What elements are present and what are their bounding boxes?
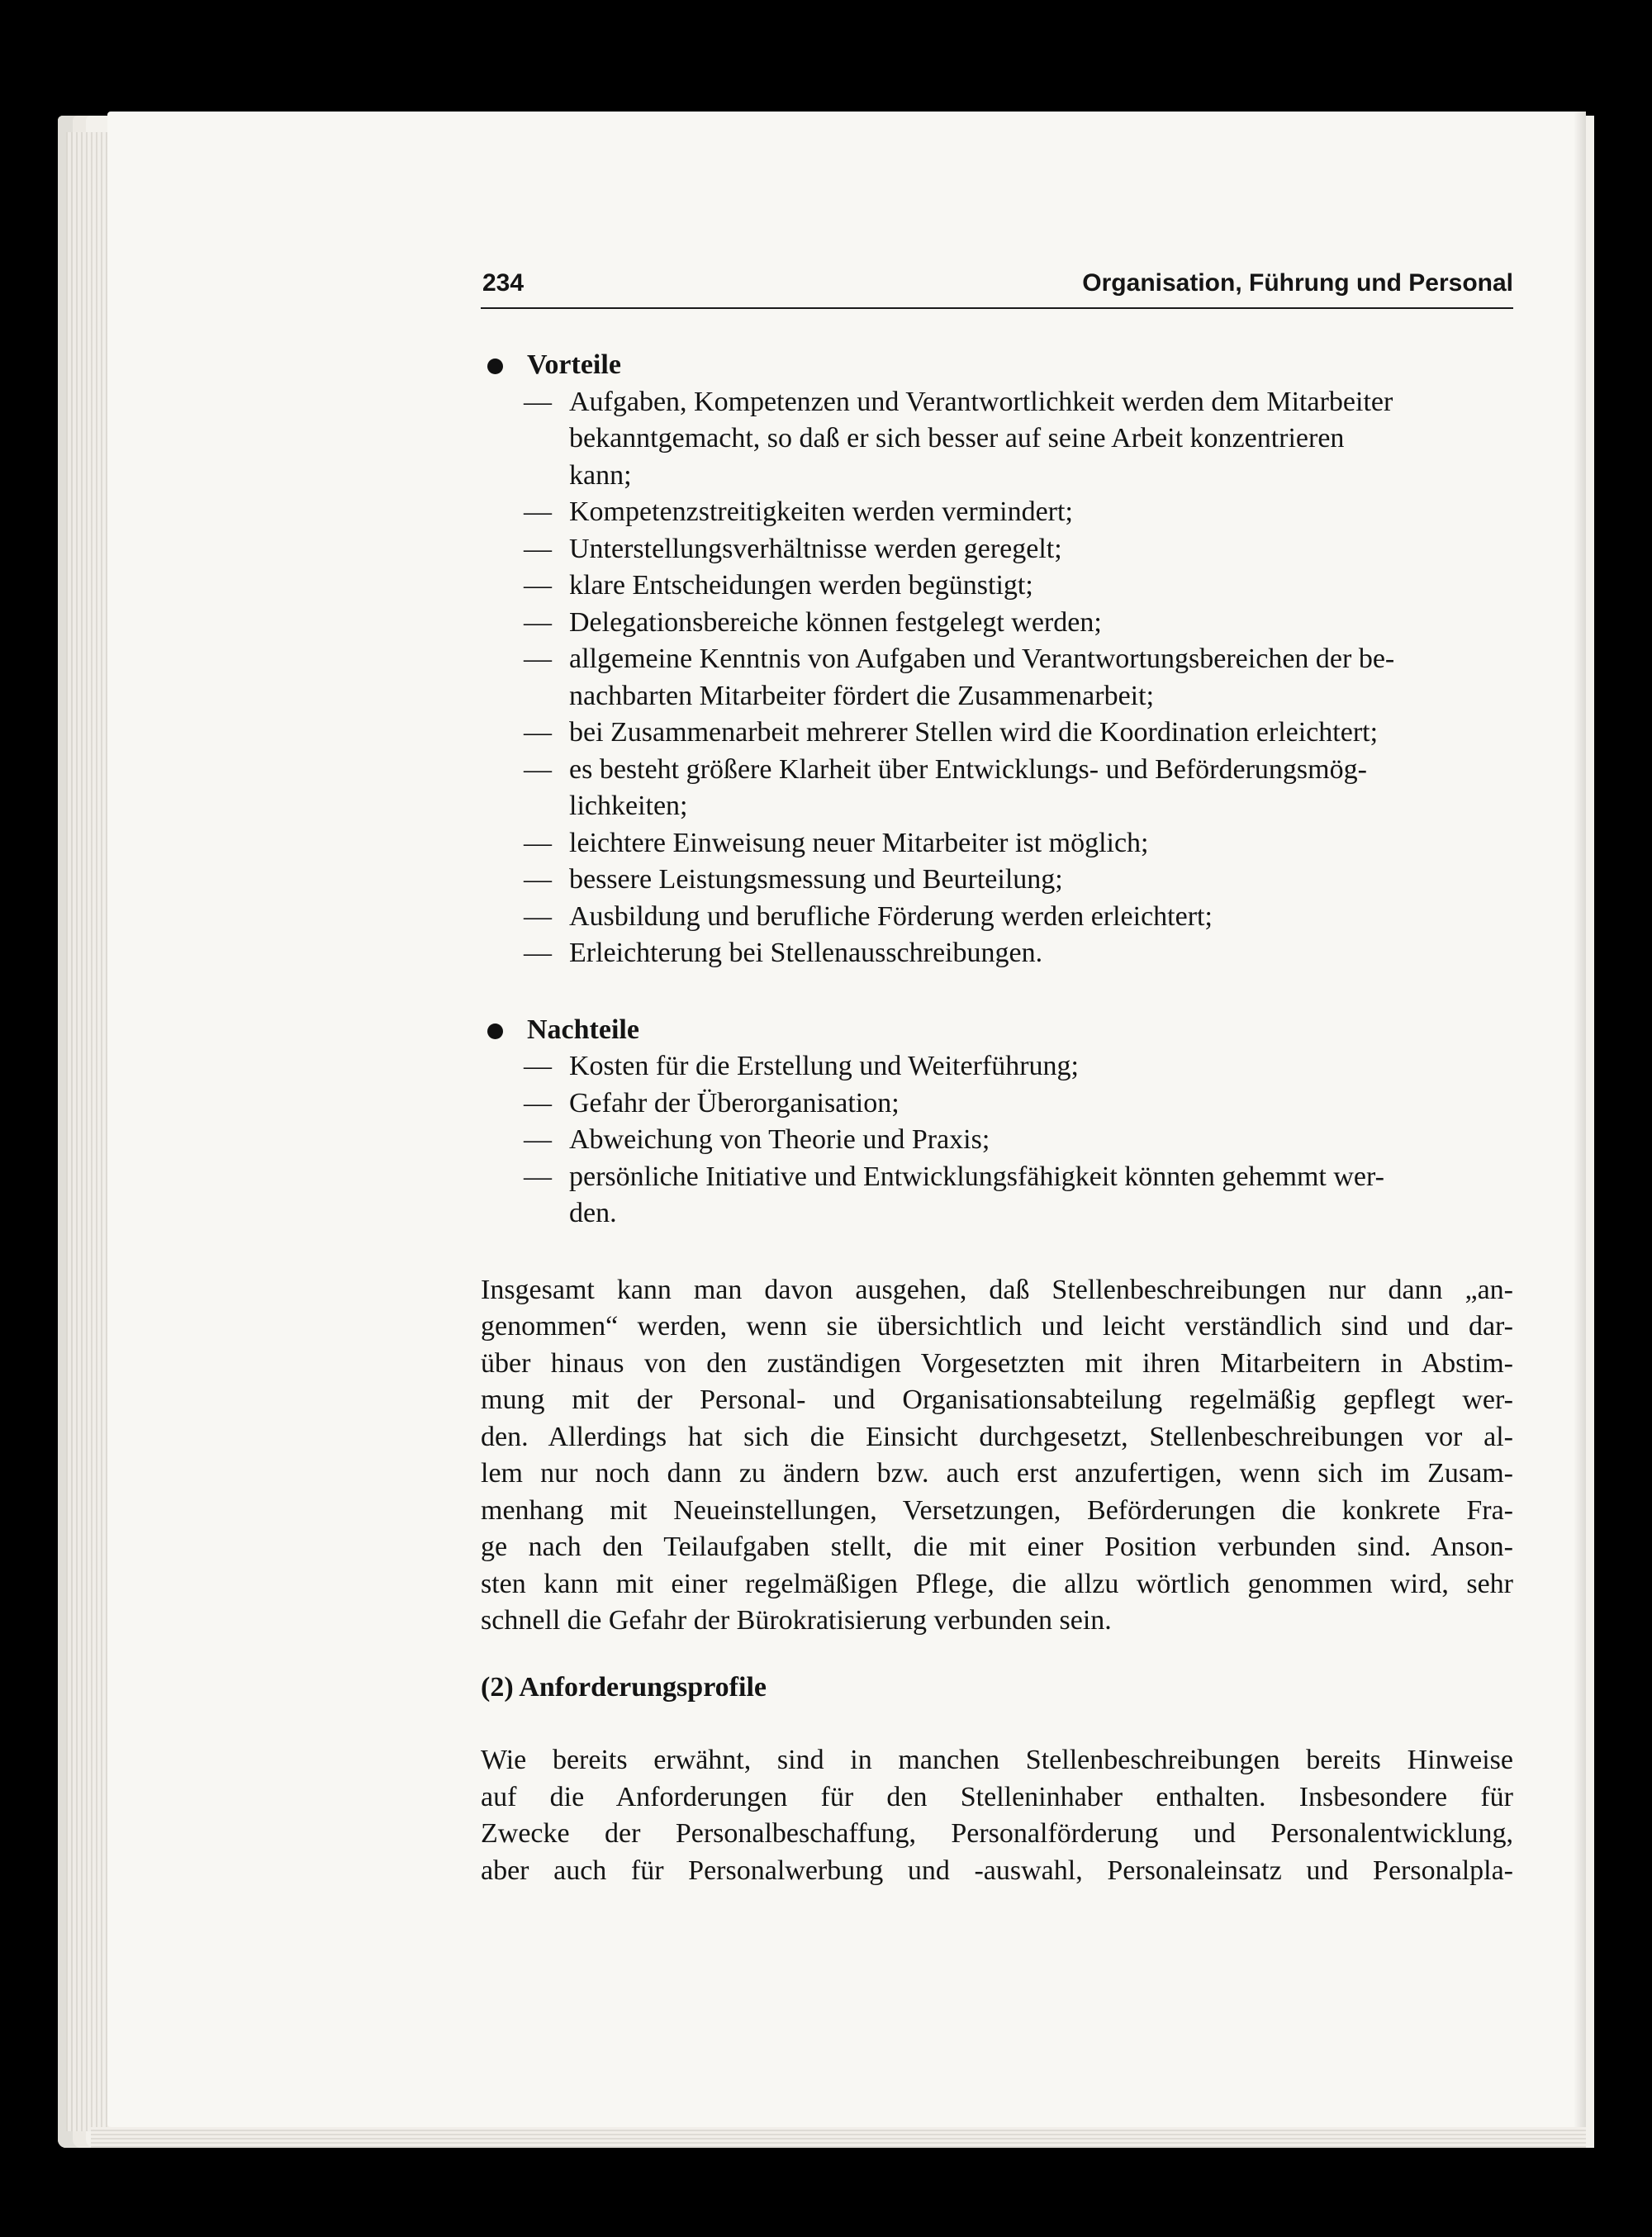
dash-marker: — [524,938,552,968]
text-line: lem nur noch dann zu ändern bzw. auch erst anzufertigen, wenn sich im Zusam- [481,1458,1513,1489]
list-item-line: Kosten für die Erstellung und Weiterführung; [569,1051,1079,1081]
section-vorteile [481,347,1513,972]
list-item-line: lichkeiten; [569,791,688,821]
dash-marker: — [524,386,552,417]
list-item [481,862,1513,899]
subheading-anforderungsprofile: (2) Anforderungsprofile [481,1671,767,1703]
list-item-line: nachbarten Mitarbeiter fördert die Zusammenarbeit; [569,680,1155,711]
text-line: schnell die Gefahr der Bürokratisierung verbunden sein. [481,1605,1112,1636]
list-item [481,1048,1513,1085]
dash-marker: — [524,644,552,674]
text-line: genommen“ werden, wenn sie übersichtlich und leicht verständlich sind und dar- [481,1311,1513,1342]
list-item-line: leichtere Einweisung neuer Mitarbeiter ist möglich; [569,827,1149,858]
list-item-line: allgemeine Kenntnis von Aufgaben und Verantwortungsbereichen der be- [569,644,1395,674]
text-line: über hinaus von den zuständigen Vorgesetzten mit ihren Mitarbeitern in Abstim- [481,1347,1513,1379]
running-title: Organisation, Führung und Personal [1082,269,1513,297]
dash-marker: — [524,717,552,748]
section-title [481,1012,1513,1049]
list-item-line: klare Entscheidungen werden begünstigt; [569,570,1033,601]
text-line: Wie bereits erwähnt, sind in manchen Stellenbeschreibungen bereits Hinweise [481,1745,1513,1775]
section-title-text: Vorteile [527,349,621,380]
list-item-line: Unterstellungsverhältnisse werden geregelt; [569,533,1062,564]
list-item-line: Ausbildung und berufliche Förderung werden erleichtert; [569,900,1213,932]
list-item-line: Delegationsbereiche können festgelegt werden; [569,606,1102,638]
section-gap [481,972,1513,1012]
bullet-icon [487,359,503,374]
dash-marker: — [524,1161,552,1192]
dash-marker: — [524,533,552,564]
list-item-line: bekanntgemacht, so daß er sich besser auf seine Arbeit konzentrieren [569,423,1345,454]
list-item [481,1085,1513,1123]
list-item [481,494,1513,531]
text-line: Insgesamt kann man davon ausgehen, daß Stellenbeschreibungen nur dann „an- [481,1274,1513,1305]
list-item [481,605,1513,642]
list-item [481,752,1513,825]
list-item [481,899,1513,936]
list-item-line: kann; [569,459,632,491]
section-nachteile [481,1012,1513,1232]
text-line: Zwecke der Personalbeschaffung, Personalförderung und Personalentwicklung, [481,1818,1513,1849]
page-number: 234 [482,269,525,297]
dash-marker: — [524,827,552,858]
list-item-line: den. [569,1198,617,1228]
list-item-line: Abweichung von Theorie und Praxis; [569,1124,990,1155]
dash-marker: — [524,570,552,601]
text-line: menhang mit Neueinstellungen, Versetzungen, Beförderungen die konkrete Fra- [481,1494,1513,1526]
bullet-icon [487,1024,503,1039]
dash-marker: — [524,1051,552,1081]
dash-marker: — [524,1124,552,1155]
list-item [481,384,1513,495]
text-line: sten kann mit einer regelmäßigen Pflege, die allzu wörtlich genommen wird, sehr [481,1568,1513,1599]
section-title-text: Nachteile [527,1014,639,1045]
list-item-line: Gefahr der Überorganisation; [569,1087,900,1118]
section-title [481,347,1513,384]
dash-marker: — [524,864,552,895]
paragraph-anforderungen [481,1742,1513,1889]
page-header [481,264,1513,309]
list-item [481,531,1513,568]
stacked-page-bottom [91,2127,1586,2148]
list-item [481,1159,1513,1232]
list-item [481,715,1513,752]
dash-marker: — [524,606,552,638]
text-line: ge nach den Teilaufgaben stellt, die mit einer Position verbunden sind. Anson- [481,1532,1513,1562]
list-item [481,1122,1513,1159]
list-item-line: bessere Leistungsmessung und Beurteilung; [569,864,1063,895]
nachteile-list [481,1048,1513,1232]
dash-marker: — [524,1087,552,1118]
list-item [481,935,1513,972]
vorteile-list [481,384,1513,972]
text-line: mung mit der Personal- und Organisationsabteilung regelmäßig gepflegt wer- [481,1384,1513,1415]
dash-marker: — [524,900,552,932]
list-item-line: bei Zusammenarbeit mehrerer Stellen wird die Koordination erleichtert; [569,717,1379,748]
list-item [481,825,1513,862]
list-item-line: persönliche Initiative und Entwicklungsfähigkeit könnten gehemmt wer- [569,1161,1384,1192]
page-gutter-shadow [1574,112,1586,2127]
list-item [481,568,1513,605]
list-item [481,641,1513,715]
list-item-line: Erleichterung bei Stellenausschreibungen. [569,938,1043,968]
paragraph-summary [481,1272,1513,1640]
list-item-line: Kompetenzstreitigkeiten werden vermindert; [569,496,1073,527]
list-item-line: Aufgaben, Kompetenzen und Verantwortlichkeit werden dem Mitarbeiter [569,386,1393,417]
page-body [481,347,1513,1889]
dash-marker: — [524,496,552,527]
section-gap [481,1232,1513,1272]
text-line: aber auch für Personalwerbung und -auswahl, Personaleinsatz und Personalpla- [481,1855,1513,1886]
dash-marker: — [524,753,552,785]
list-item-line: es besteht größere Klarheit über Entwicklungs- und Beförderungsmög- [569,753,1367,785]
text-line: den. Allerdings hat sich die Einsicht durchgesetzt, Stellenbeschreibungen vor al- [481,1421,1513,1452]
text-line: auf die Anforderungen für den Stelleninhaber enthalten. Insbesondere für [481,1781,1513,1812]
